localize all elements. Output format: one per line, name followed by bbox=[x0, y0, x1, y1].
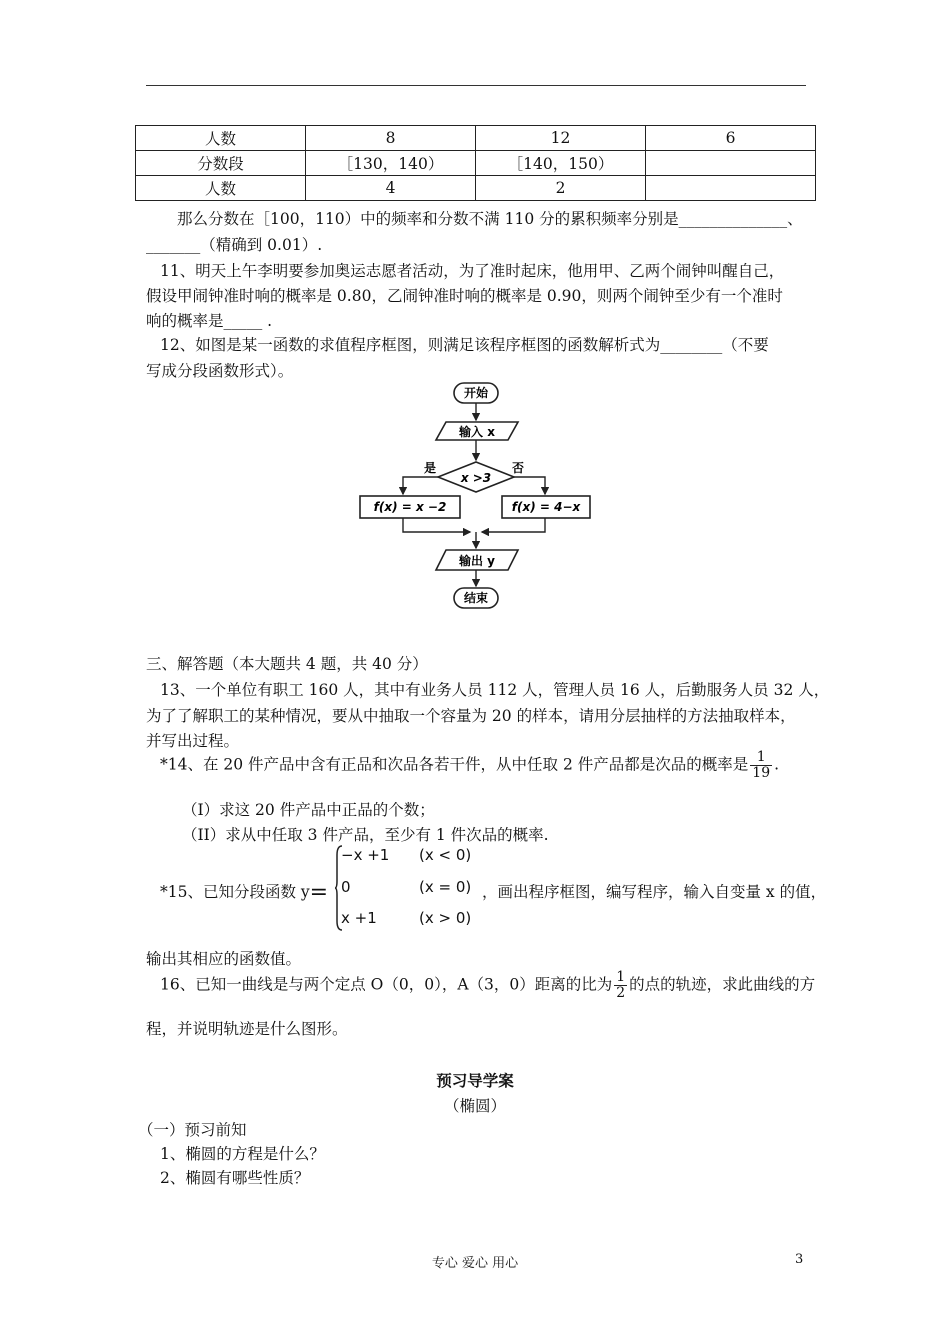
table-cell: 2 bbox=[476, 176, 646, 201]
footer-text: 专心 爱心 用心 bbox=[431, 1256, 519, 1271]
output-label: 输出 y bbox=[458, 554, 496, 568]
table-row bbox=[136, 151, 816, 176]
case2-expression: 0 bbox=[341, 878, 351, 896]
section3-title: 三、解答题（本大题共 4 题，共 40 分） bbox=[146, 655, 428, 673]
start-label: 开始 bbox=[463, 386, 489, 400]
flowchart bbox=[350, 378, 610, 614]
table-cell bbox=[646, 176, 816, 201]
fraction-numerator: 1 bbox=[750, 750, 772, 766]
condition-label: x >3 bbox=[460, 471, 492, 485]
flow-arrow bbox=[403, 477, 438, 494]
table-cell: 12 bbox=[476, 126, 646, 151]
table-row bbox=[136, 176, 816, 201]
end-label: 结束 bbox=[463, 591, 489, 605]
fraction-numerator: 1 bbox=[616, 969, 626, 985]
case2-condition: (x = 0) bbox=[419, 878, 472, 896]
q15-line2: 输出其相应的函数值。 bbox=[146, 950, 302, 968]
fraction-denominator: 19 bbox=[752, 765, 771, 781]
case1-condition: (x < 0) bbox=[419, 846, 472, 864]
q11-line1: 11、明天上午李明要参加奥运志愿者活动，为了准时起床，他用甲、乙两个闹钟叫醒自己， bbox=[160, 262, 785, 280]
q16-pre: 16、已知一曲线是与两个定点 O（0，0），A（3，0）距离的比为 bbox=[160, 975, 613, 994]
preview-subtitle: （椭圆） bbox=[443, 1097, 506, 1115]
table-cell bbox=[646, 151, 816, 176]
case1-expression: −x +1 bbox=[341, 846, 390, 864]
q14-part2: （II）求从中任取 3 件产品，至少有 1 件次品的概率. bbox=[182, 826, 549, 844]
q13-line2: 为了了解职工的某种情况，要从中抽取一个容量为 20 的样本，请用分层抽样的方法抽取样本， bbox=[146, 707, 796, 725]
page-number: 3 bbox=[795, 1252, 804, 1267]
flow-arrow bbox=[514, 477, 545, 494]
table-cell: 人数 bbox=[136, 126, 306, 151]
preview-title: 预习导学案 bbox=[436, 1071, 514, 1090]
piecewise-function bbox=[335, 845, 472, 931]
q15-tail: ，画出程序框图，编写程序，输入自变量 x 的值， bbox=[482, 883, 827, 901]
table-cell: 6 bbox=[646, 126, 816, 151]
table-cell: ［130，140） bbox=[306, 151, 476, 176]
table-cell: 分数段 bbox=[136, 151, 306, 176]
q16-line1 bbox=[160, 970, 815, 1001]
table-cell: 人数 bbox=[136, 176, 306, 201]
q13-line3: 并写出过程。 bbox=[146, 732, 240, 750]
q15-equals: = bbox=[309, 880, 329, 905]
q14-part1: （I）求这 20 件产品中正品的个数； bbox=[182, 801, 435, 819]
q16-line2: 程，并说明轨迹是什么图形。 bbox=[146, 1020, 348, 1038]
q14-line1 bbox=[160, 750, 779, 781]
q14-tail: . bbox=[774, 755, 780, 774]
q12-line2: 写成分段函数形式）。 bbox=[146, 362, 294, 380]
fraction-denominator: 2 bbox=[616, 985, 626, 1001]
preview-item: 2、椭圆有哪些性质？ bbox=[160, 1169, 310, 1187]
preview-item: 1、椭圆的方程是什么？ bbox=[160, 1145, 325, 1163]
yes-label: 是 bbox=[423, 461, 437, 475]
flow-arrow bbox=[482, 518, 545, 532]
q15-lead bbox=[160, 880, 328, 905]
q10-line2: _______（精确到 0.01）. bbox=[146, 236, 323, 254]
table-cell: 8 bbox=[306, 126, 476, 151]
input-label: 输入 x bbox=[459, 425, 495, 439]
fraction bbox=[614, 970, 627, 1001]
preview-part: （一）预习前知 bbox=[138, 1121, 247, 1139]
case3-expression: x +1 bbox=[341, 909, 377, 927]
q14-text: *14、在 20 件产品中含有正品和次品各若干件，从中任取 2 件产品都是次品的概率是 bbox=[160, 755, 749, 774]
right-process-label: f(x) = 4−x bbox=[511, 500, 581, 514]
q10-line1: 那么分数在［100，110）中的频率和分数不满 110 分的累积频率分别是______________、 bbox=[177, 210, 803, 228]
q11-line3: 响的概率是_____ . bbox=[146, 312, 273, 330]
left-process-label: f(x) = x −2 bbox=[373, 500, 447, 514]
case3-condition: (x > 0) bbox=[419, 909, 472, 927]
table-row bbox=[136, 126, 816, 151]
table-cell: 4 bbox=[306, 176, 476, 201]
table-cell: ［140，150） bbox=[476, 151, 646, 176]
header-rule bbox=[146, 85, 806, 86]
q15-lead-text: *15、已知分段函数 y bbox=[160, 883, 310, 901]
q16-post: 的点的轨迹，求此曲线的方 bbox=[629, 975, 816, 994]
q11-line2: 假设甲闹钟准时响的概率是 0.80，乙闹钟准时响的概率是 0.90，则两个闹钟至少有一个准时 bbox=[146, 287, 783, 305]
fraction bbox=[750, 750, 772, 781]
flow-arrow bbox=[403, 518, 470, 532]
q12-line1: 12、如图是某一函数的求值程序框图，则满足该程序框图的函数解析式为________（不要 bbox=[160, 336, 769, 354]
q13-line1: 13、一个单位有职工 160 人，其中有业务人员 112 人，管理人员 16 人，后勤服务人员 32 人， bbox=[160, 681, 830, 699]
no-label: 否 bbox=[511, 461, 525, 475]
score-table bbox=[135, 125, 816, 201]
